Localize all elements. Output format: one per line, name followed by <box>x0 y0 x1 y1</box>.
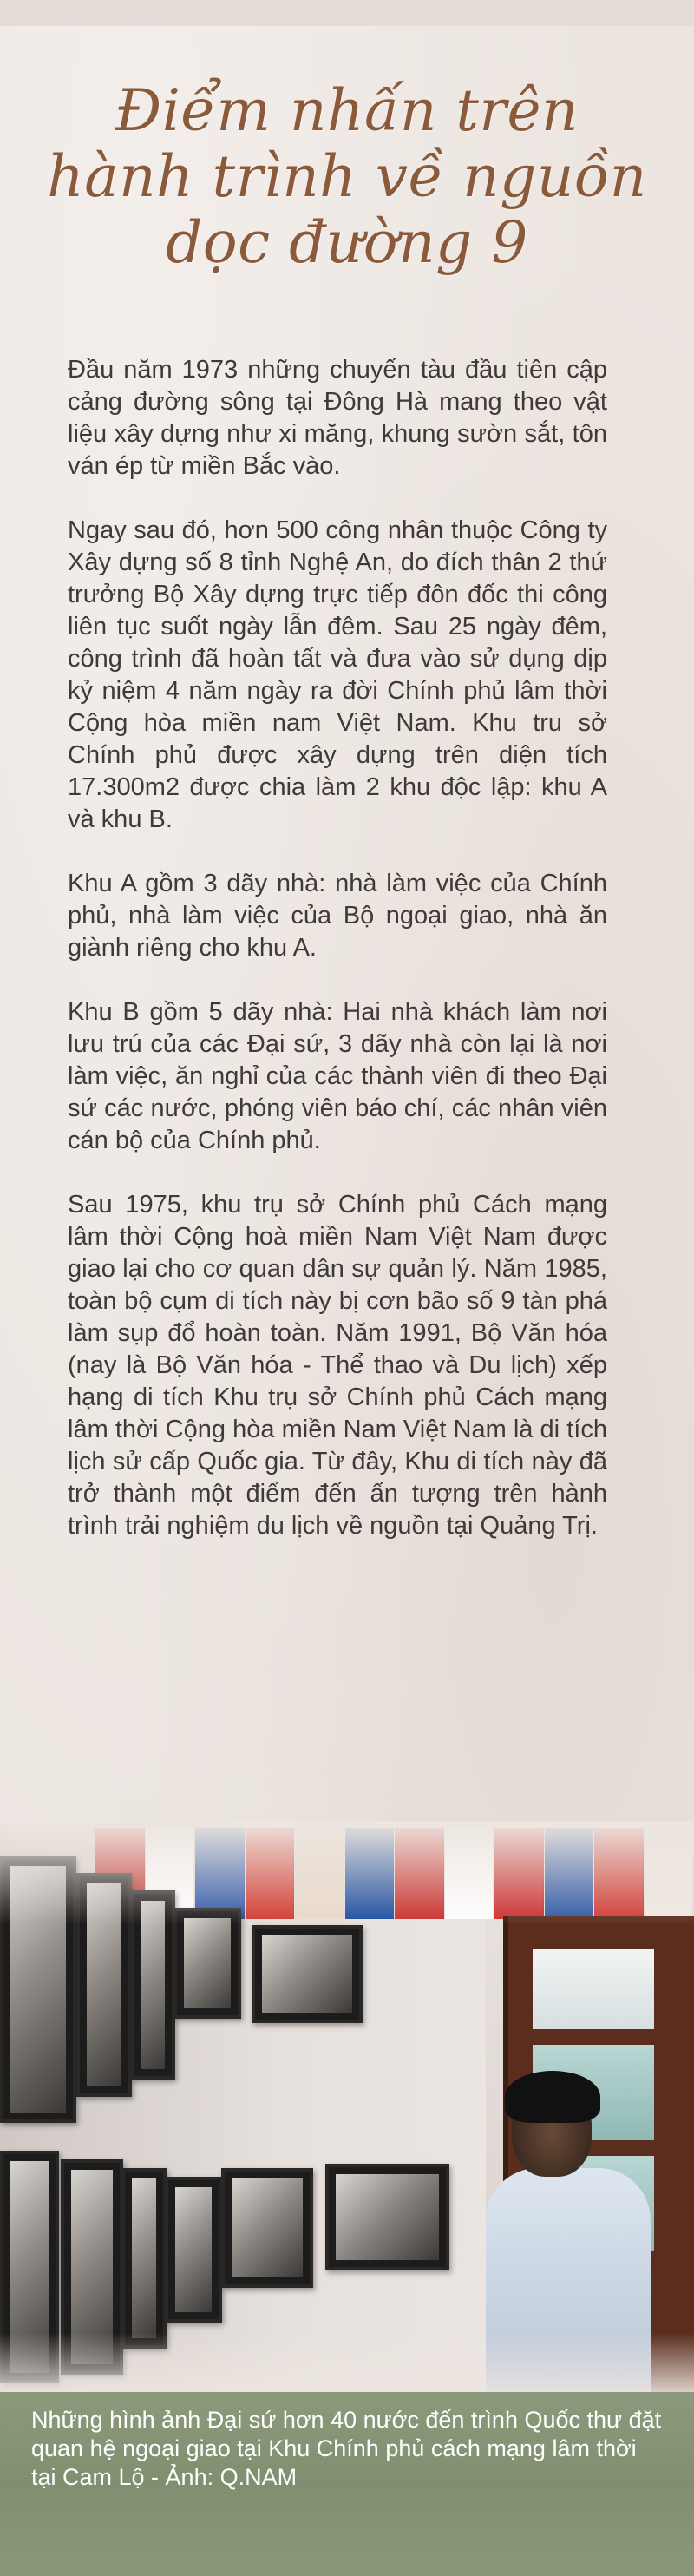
photo-frame <box>325 2164 449 2270</box>
photo-frame <box>221 2168 313 2288</box>
title-line-2: hành trình về nguồn <box>47 143 647 210</box>
photo-caption: Những hình ảnh Đại sứ hơn 40 nước đến trình Quốc thư đặt quan hệ ngoại giao tại Khu Chính phủ cách mạng lâm thời tại Cam Lộ - Ảnh: Q.NAM <box>31 2407 662 2490</box>
article-paragraph-3: Khu A gồm 3 dãy nhà: nhà làm việc của Chính phủ, nhà làm việc của Bộ ngoại giao, nhà ăn giành riêng cho khu A. <box>68 870 607 962</box>
visitor-hair <box>505 2071 600 2123</box>
photo-frame <box>252 1925 363 2023</box>
photo-frame <box>165 2177 222 2323</box>
article-paragraph-4: Khu B gồm 5 dãy nhà: Hai nhà khách làm nơi lưu trú của các Đại sứ, 3 dãy nhà còn lại là nơi làm việc, ăn nghỉ của các thành viên đi theo Đại sứ các nước, phóng viên báo chí, các nhân viên cán bộ của Chính phủ. <box>68 998 607 1154</box>
article-paragraph-5: Sau 1975, khu trụ sở Chính phủ Cách mạng lâm thời Cộng hoà miền Nam Việt Nam được giao lại cho cơ quan dân sự quản lý. Năm 1985, toàn bộ cụm di tích này bị cơn bão số 9 tàn phá làm sụp đổ hoàn toàn. Năm 1991, Bộ Văn hóa (nay là Bộ Văn hóa - Thể thao và Du lịch) xếp hạng di tích Khu trụ sở Chính phủ Cách mạng lâm thời Cộng hòa miền Nam Việt Nam là di tích lịch sử cấp Quốc gia. Từ đây, Khu di tích này đã trở thành một điểm đến ấn tượng trên hành trình trải nghiệm du lịch về nguồn tại Quảng Trị. <box>68 1191 607 1540</box>
top-strip <box>0 0 694 26</box>
museum-photo <box>0 1821 694 2394</box>
article-paragraph-1: Đầu năm 1973 những chuyến tàu đầu tiên cập cảng đường sông tại Đông Hà mang theo vật liệu xây dựng như xi măng, khung sườn sắt, tôn ván ép từ miền Bắc vào. <box>68 356 607 480</box>
title-line-3: dọc đường 9 <box>166 209 528 276</box>
photo-frame <box>121 2168 167 2349</box>
photo-top-fade <box>0 1821 694 1925</box>
article-body <box>68 354 607 1574</box>
article-paragraph-2: Ngay sau đó, hơn 500 công nhân thuộc Công ty Xây dựng số 8 tỉnh Nghệ An, do đích thân 2 thứ trưởng Bộ Xây dựng trực tiếp đôn đốc thi công liên tục suốt ngày lẫn đêm. Sau 25 ngày đêm, công trình đã hoàn tất và đưa vào sử dụng dịp kỷ niệm 4 năm ngày ra đời Chính phủ lâm thời Cộng hòa miền nam Việt Nam. Khu tru sở Chính phủ được xây dựng trên diện tích 17.300m2 được chia làm 2 khu độc lập: khu A và khu B. <box>68 516 607 833</box>
title-line-1: Điểm nhấn trên <box>115 77 579 144</box>
photo-bottom-fade <box>0 2333 694 2394</box>
page-title <box>35 78 659 276</box>
